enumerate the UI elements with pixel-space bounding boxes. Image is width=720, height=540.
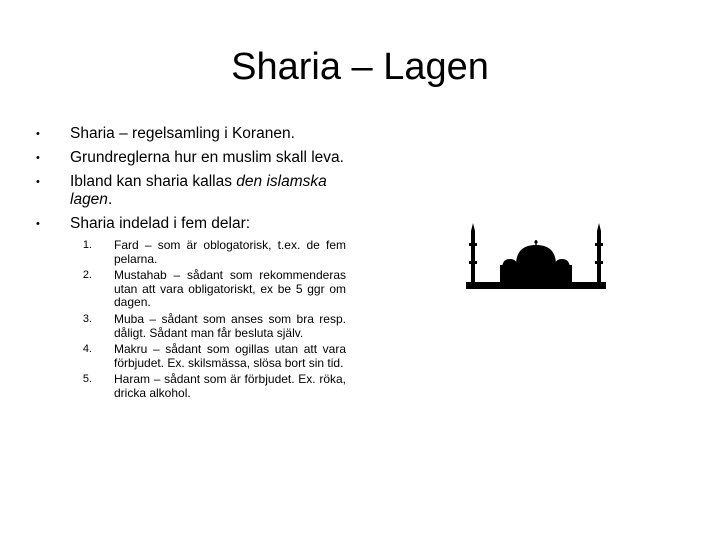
list-item xyxy=(70,373,346,400)
bullet-text: Sharia indelad i fem delar: xyxy=(70,215,251,232)
list-item xyxy=(70,239,346,266)
list-item xyxy=(70,269,346,310)
bullet-text: Grundreglerna hur en muslim skall leva. xyxy=(70,149,344,166)
bullet-text: Sharia – regelsamling i Koranen. xyxy=(70,125,295,142)
list-text: Mustahab – sådant som rekommenderas utan att vara obligatoriskt, ex be 5 ggr om dagen. xyxy=(114,268,346,310)
bullet-item xyxy=(36,215,356,401)
list-number: 5. xyxy=(82,373,92,386)
list-number: 3. xyxy=(82,312,92,325)
list-item xyxy=(70,313,346,340)
list-text: Makru – sådant som ogillas utan att vara förbjudet. Ex. skilsmässa, slösa bort sin tid. xyxy=(114,342,346,370)
bullet-text-post: . xyxy=(107,191,113,208)
bullet-dot: • xyxy=(36,176,40,188)
bullet-dot: • xyxy=(36,128,40,140)
bullet-list xyxy=(36,125,356,407)
bullet-item xyxy=(36,173,356,209)
list-number: 2. xyxy=(82,269,92,282)
bullet-item xyxy=(36,125,356,143)
list-item xyxy=(70,343,346,370)
bullet-item xyxy=(36,149,356,167)
list-text: Haram – sådant som är förbjudet. Ex. röka, dricka alkohol. xyxy=(114,372,346,400)
list-text: Muba – sådant som anses som bra resp. dåligt. Sådant man får besluta själv. xyxy=(114,311,346,340)
list-text: Fard – som är oblogatorisk, t.ex. de fem pelarna. xyxy=(114,238,346,266)
bullet-text-pre: Ibland kan sharia kallas xyxy=(70,173,237,190)
bullet-dot: • xyxy=(36,152,40,164)
slide-title: Sharia – Lagen xyxy=(231,46,489,88)
list-number: 1. xyxy=(82,239,92,251)
bullet-dot: • xyxy=(36,218,40,230)
bullet-text-emphasis: den islamska lagen xyxy=(70,173,327,208)
list-number: 4. xyxy=(82,343,92,356)
mosque-icon xyxy=(466,221,606,289)
numbered-list xyxy=(70,239,346,401)
